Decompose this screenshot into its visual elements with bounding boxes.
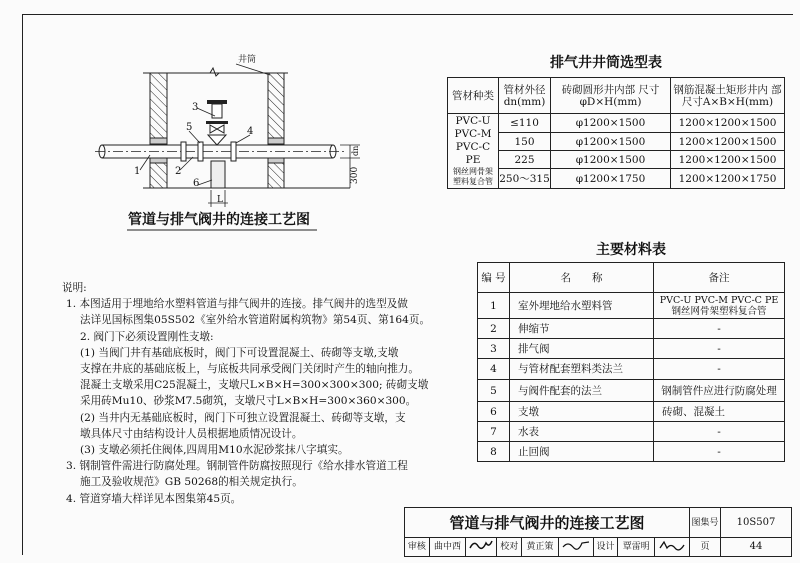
row-note: - [654, 442, 785, 462]
reviewer-name: 曲中西 [429, 538, 466, 557]
label-5: 5 [186, 122, 193, 133]
table-cell: 250～315 [499, 169, 551, 189]
material-type: PE [465, 154, 481, 166]
note-line: 1. 本图适用于埋地给水塑料管道与排气阀井的连接。排气阀井的选型及做 [66, 298, 408, 311]
note-line: 3. 钢制管件需进行防腐处理。钢制管件防腐按照现行《给水排水管道工程 [66, 460, 408, 473]
material-type: 钢丝网骨架塑料复合管 [453, 167, 493, 186]
table-cell: φ1200×1500 [551, 133, 671, 151]
row-name: 与管材配套塑料类法兰 [510, 359, 654, 380]
material-type: PVC-C [455, 141, 491, 153]
designer-name: 覃雷明 [618, 538, 655, 557]
material-type: PVC-M [454, 128, 492, 140]
label-shaft: 井筒 [238, 55, 257, 65]
table-cell: 1200×1200×1750 [671, 169, 785, 189]
label-1: 1 [134, 166, 141, 177]
design-label: 设计 [593, 538, 618, 557]
row-number: 4 [478, 359, 510, 380]
header-cell: 管材种类 [448, 78, 499, 114]
page-number: 44 [721, 538, 792, 557]
title-block-title: 管道与排气阀井的连接工艺图 [405, 508, 690, 538]
table-cell: ≤110 [499, 114, 551, 133]
table-cell: φ1200×1750 [551, 169, 671, 189]
header-cell: 编 号 [478, 263, 510, 293]
header-cell: 管材外径 dn(mm) [499, 78, 551, 114]
header-cell: 名 称 [510, 263, 654, 293]
note-line: 4. 管道穿墙大样详见本图集第45页。 [66, 492, 242, 505]
row-name: 与阀件配套的法兰 [510, 380, 654, 402]
row-note: - [654, 422, 785, 442]
reviewer-signature [466, 538, 497, 557]
row-name: 水表 [510, 422, 654, 442]
label-2: 2 [175, 166, 182, 177]
material-types-cell [448, 114, 499, 189]
row-number: 5 [478, 380, 510, 402]
checker-signature [558, 538, 593, 557]
designer-signature [655, 538, 690, 557]
label-300: 300 [350, 166, 360, 184]
checker-name: 黄正策 [522, 538, 559, 557]
note-line: 墩具体尺寸由结构设计人员根据地质情况设计。 [80, 427, 303, 440]
connection-drawing [0, 0, 460, 240]
row-number: 1 [478, 293, 510, 319]
material-table-title: 主要材料表 [596, 242, 666, 258]
table-cell: 1200×1200×1500 [671, 114, 785, 133]
row-number: 6 [478, 402, 510, 422]
row-name: 室外埋地给水塑料管 [510, 293, 654, 319]
review-label: 审核 [405, 538, 430, 557]
row-name: 止回阀 [510, 442, 654, 462]
shaft-table-title: 排气井井筒选型表 [550, 55, 662, 71]
row-note: 钢制管件应进行防腐处理 [654, 380, 785, 402]
label-dn: dn [351, 145, 360, 156]
row-number: 7 [478, 422, 510, 442]
label-L: L [217, 195, 223, 205]
row-number: 3 [478, 339, 510, 359]
row-note: - [654, 339, 785, 359]
table-cell: 1200×1200×1500 [671, 133, 785, 151]
row-note: - [654, 359, 785, 380]
row-number: 2 [478, 319, 510, 339]
row-note: 砖砌、混凝土 [654, 402, 785, 422]
note-line: (3) 支墩必须托住阀体,四周用M10水泥砂浆抹八字填实。 [80, 444, 349, 457]
atlas-number: 10S507 [721, 508, 792, 538]
row-name: 伸缩节 [510, 319, 654, 339]
header-cell: 砖砌圆形井内部 尺寸 φD×H(mm) [551, 78, 671, 114]
row-name: 支墩 [510, 402, 654, 422]
table-cell: φ1200×1500 [551, 114, 671, 133]
table-cell: 225 [499, 151, 551, 169]
pipe [95, 142, 345, 161]
note-line: 采用砖Mu10、砂浆M7.5砌筑，支墩尺寸L×B×H=300×360×300。 [80, 395, 417, 408]
row-note: - [654, 319, 785, 339]
label-3: 3 [192, 102, 199, 113]
header-cell: 备注 [654, 263, 785, 293]
air-valve [206, 100, 228, 145]
material-type: PVC-U [455, 115, 491, 127]
notes-heading: 说明: [62, 282, 87, 294]
note-line: 法详见国标图集05S502《室外给水管道附属构筑物》第54页、第164页。 [80, 314, 431, 327]
drawing-caption: 管道与排气阀井的连接工艺图 [128, 212, 310, 228]
material-table [477, 262, 785, 462]
row-note: PVC-U PVC-M PVC-C PE 钢丝网骨架塑料复合管 [654, 293, 785, 319]
title-block [404, 507, 792, 557]
note-line: (2) 当井内无基础底板时，阀门下可独立设置混凝土、砖砌等支墩，支 [80, 411, 406, 424]
note-line: (1) 当阀门井有基础底板时，阀门下可设置混凝土、砖砌等支墩,支墩 [80, 346, 399, 359]
table-cell: 150 [499, 133, 551, 151]
shaft-selection-table [447, 77, 785, 189]
atlas-label: 图集号 [690, 508, 721, 538]
notes-section [62, 280, 458, 507]
header-cell: 钢筋混凝土矩形井内 部尺寸A×B×H(mm) [671, 78, 785, 114]
note-line: 混凝土支墩采用C25混凝土，支墩尺L×B×H=300×300×300; 砖砌支墩 [80, 379, 429, 392]
row-name: 排气阀 [510, 339, 654, 359]
note-line: 支撑在井底的基础底板上，与底板共同承受阀门关闭时产生的轴向推力。 [80, 363, 419, 376]
label-6: 6 [193, 178, 200, 189]
page-label: 页 [690, 538, 721, 557]
row-number: 8 [478, 442, 510, 462]
table-cell: 1200×1200×1500 [671, 151, 785, 169]
check-label: 校对 [497, 538, 522, 557]
note-line: 2. 阀门下必须设置刚性支墩: [80, 330, 214, 343]
note-line: 施工及验收规范》GB 50268的相关规定执行。 [80, 476, 303, 489]
support-pier [211, 161, 225, 188]
label-4: 4 [247, 126, 254, 137]
table-cell: φ1200×1500 [551, 151, 671, 169]
